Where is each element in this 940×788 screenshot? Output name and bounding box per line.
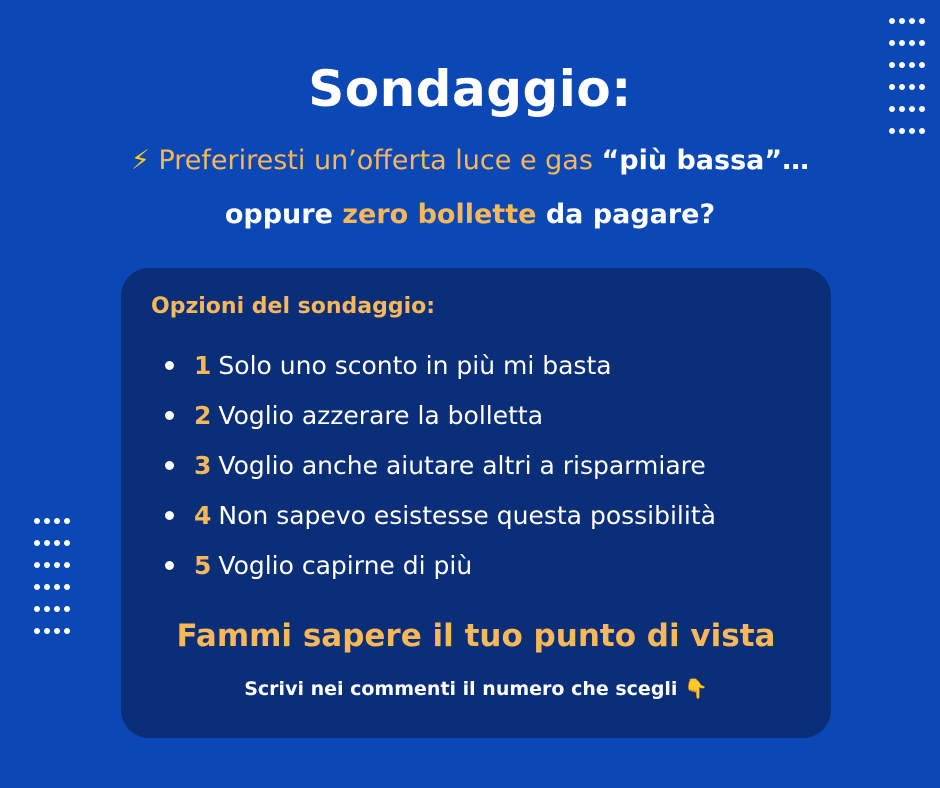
question-line-1-text: Preferiresti un’offerta luce e gas [158, 145, 602, 176]
bullet-icon [165, 361, 174, 370]
poll-option-1 [165, 340, 716, 390]
option-text: Non sapevo esistesse questa possibilità [218, 500, 716, 530]
call-to-action: Fammi sapere il tuo punto di vista [176, 618, 776, 654]
poll-option-2 [165, 390, 716, 440]
option-number: 5 [194, 550, 212, 580]
bullet-icon [165, 511, 174, 520]
question-line-1-emphasis: “più bassa”… [601, 145, 810, 176]
question-line-2 [0, 199, 940, 230]
lightning-icon: ⚡ [130, 145, 150, 176]
comment-instruction [121, 677, 831, 700]
option-text: Voglio anche aiutare altri a risparmiare [218, 450, 706, 480]
poll-options-list [165, 340, 716, 590]
comment-instruction-text: Scrivi nei commenti il numero che scegli [244, 678, 678, 700]
poll-option-4 [165, 490, 716, 540]
question-line-2-post: da pagare? [536, 199, 716, 230]
option-number: 1 [194, 350, 212, 380]
decorative-dot-grid-bottom-left [34, 518, 70, 634]
bullet-icon [165, 461, 174, 470]
bullet-icon [165, 561, 174, 570]
page-title: Sondaggio: [308, 60, 632, 118]
option-number: 2 [194, 400, 212, 430]
poll-option-5 [165, 540, 716, 590]
option-number: 3 [194, 450, 212, 480]
option-text: Voglio azzerare la bolletta [218, 400, 544, 430]
poll-option-3 [165, 440, 716, 490]
question-line-1 [0, 145, 940, 176]
question-line-2-highlight: zero bollette [342, 199, 537, 230]
question-line-2-pre: oppure [224, 199, 343, 230]
option-number: 4 [194, 500, 212, 530]
option-text: Solo uno sconto in più mi basta [218, 350, 612, 380]
poll-heading: Opzioni del sondaggio: [151, 294, 436, 319]
pointing-down-hand-icon: 👇 [684, 678, 708, 700]
option-text: Voglio capirne di più [218, 550, 473, 580]
bullet-icon [165, 411, 174, 420]
poll-card [121, 268, 831, 738]
